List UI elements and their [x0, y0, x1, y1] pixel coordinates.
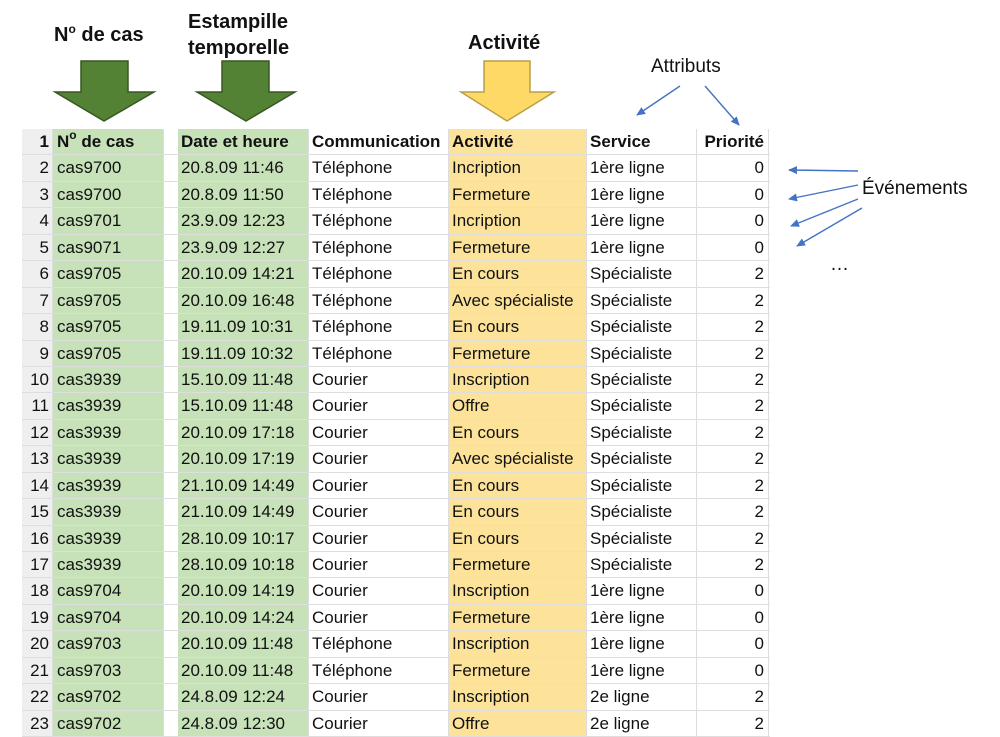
attribute-pointer-arrow-1 [637, 86, 680, 115]
row-number: 8 [22, 314, 53, 339]
row-number: 16 [22, 526, 53, 551]
case-number-label: $N^o$ de cas [54, 22, 144, 46]
row-number: 11 [22, 393, 53, 418]
activity-cell: En cours [449, 420, 587, 445]
priority-cell: 0 [697, 155, 769, 180]
priority-cell: 2 [697, 367, 769, 392]
datetime-cell: 20.10.09 14:24 [178, 605, 309, 630]
priority-cell: 0 [697, 208, 769, 233]
header-communication: Communication [309, 129, 449, 154]
activity-cell: Inscription [449, 578, 587, 603]
service-cell: 2e ligne [587, 711, 697, 736]
communication-cell: Courier [309, 420, 449, 445]
communication-cell: Téléphone [309, 341, 449, 366]
service-cell: 1ère ligne [587, 235, 697, 260]
header-service: Service [587, 129, 697, 154]
case-cell: cas9700 [53, 155, 164, 180]
row-number: 9 [22, 341, 53, 366]
priority-cell: 0 [697, 578, 769, 603]
communication-cell: Téléphone [309, 658, 449, 683]
activity-cell: En cours [449, 314, 587, 339]
case-cell: cas9071 [53, 235, 164, 260]
communication-cell: Courier [309, 578, 449, 603]
timestamp-down-arrow [197, 61, 295, 121]
case-cell: cas9700 [53, 182, 164, 207]
communication-cell: Courier [309, 393, 449, 418]
row-number: 3 [22, 182, 53, 207]
row-number: 12 [22, 420, 53, 445]
service-cell: Spécialiste [587, 526, 697, 551]
activity-down-arrow [461, 61, 554, 121]
communication-cell: Courier [309, 684, 449, 709]
communication-cell: Courier [309, 367, 449, 392]
case-cell: cas3939 [53, 526, 164, 551]
header-priority: Priorité [697, 129, 769, 154]
activity-cell: Inscription [449, 684, 587, 709]
row-number: 18 [22, 578, 53, 603]
activity-cell: Avec spécialiste [449, 446, 587, 471]
datetime-cell: 20.10.09 11:48 [178, 631, 309, 656]
row-number: 19 [22, 605, 53, 630]
priority-cell: 0 [697, 631, 769, 656]
communication-cell: Courier [309, 499, 449, 524]
priority-cell: 2 [697, 261, 769, 286]
communication-cell: Courier [309, 473, 449, 498]
row-number: 7 [22, 288, 53, 313]
case-cell: cas9701 [53, 208, 164, 233]
priority-cell: 2 [697, 288, 769, 313]
activity-cell: Inscription [449, 631, 587, 656]
priority-cell: 2 [697, 314, 769, 339]
activity-cell: En cours [449, 499, 587, 524]
activity-cell: Fermeture [449, 341, 587, 366]
service-cell: Spécialiste [587, 446, 697, 471]
case-cell: cas9703 [53, 658, 164, 683]
row-number: 2 [22, 155, 53, 180]
activity-cell: Incription [449, 155, 587, 180]
service-cell: Spécialiste [587, 420, 697, 445]
priority-cell: 2 [697, 711, 769, 736]
service-cell: 1ère ligne [587, 605, 697, 630]
priority-cell: 0 [697, 605, 769, 630]
datetime-cell: 20.10.09 14:21 [178, 261, 309, 286]
case-cell: cas3939 [53, 473, 164, 498]
case-cell: cas9702 [53, 684, 164, 709]
service-cell: 1ère ligne [587, 155, 697, 180]
case-cell: cas3939 [53, 420, 164, 445]
datetime-cell: 20.10.09 16:48 [178, 288, 309, 313]
row-number: 22 [22, 684, 53, 709]
service-cell: 1ère ligne [587, 631, 697, 656]
service-cell: Spécialiste [587, 393, 697, 418]
service-cell: Spécialiste [587, 473, 697, 498]
header-datetime: Date et heure [178, 129, 309, 154]
service-cell: 1ère ligne [587, 578, 697, 603]
communication-cell: Courier [309, 711, 449, 736]
service-cell: Spécialiste [587, 341, 697, 366]
priority-cell: 0 [697, 658, 769, 683]
case-cell: cas3939 [53, 446, 164, 471]
communication-cell: Téléphone [309, 314, 449, 339]
activity-cell: Fermeture [449, 182, 587, 207]
datetime-cell: 19.11.09 10:32 [178, 341, 309, 366]
case-cell: cas9702 [53, 711, 164, 736]
row-number: 5 [22, 235, 53, 260]
activity-cell: En cours [449, 261, 587, 286]
row-number: 23 [22, 711, 53, 736]
event-pointer-arrow-4 [797, 208, 862, 246]
activity-cell: Avec spécialiste [449, 288, 587, 313]
priority-cell: 2 [697, 552, 769, 577]
datetime-cell: 20.10.09 11:48 [178, 658, 309, 683]
row-number: 20 [22, 631, 53, 656]
priority-cell: 0 [697, 235, 769, 260]
case-cell: cas9704 [53, 605, 164, 630]
priority-cell: 2 [697, 341, 769, 366]
case-cell: cas9704 [53, 578, 164, 603]
datetime-cell: 23.9.09 12:23 [178, 208, 309, 233]
header-case: $N^o$ de cas [53, 129, 164, 154]
service-cell: 1ère ligne [587, 182, 697, 207]
row-number: 13 [22, 446, 53, 471]
datetime-cell: 20.10.09 17:19 [178, 446, 309, 471]
timestamp-label-line1: Estampille [188, 11, 289, 33]
priority-cell: 2 [697, 446, 769, 471]
case-cell: cas3939 [53, 552, 164, 577]
row-number: 15 [22, 499, 53, 524]
attribute-pointer-arrow-2 [705, 86, 739, 125]
communication-cell: Téléphone [309, 631, 449, 656]
datetime-cell: 20.8.09 11:46 [178, 155, 309, 180]
activity-cell: Offre [449, 711, 587, 736]
datetime-cell: 20.10.09 17:18 [178, 420, 309, 445]
row-number: 17 [22, 552, 53, 577]
activity-cell: En cours [449, 526, 587, 551]
row-number: 10 [22, 367, 53, 392]
datetime-cell: 28.10.09 10:17 [178, 526, 309, 551]
datetime-cell: 15.10.09 11:48 [178, 367, 309, 392]
communication-cell: Téléphone [309, 261, 449, 286]
event-pointer-arrow-2 [789, 185, 858, 199]
activity-cell: Fermeture [449, 658, 587, 683]
case-number-down-arrow [55, 61, 154, 121]
activity-cell: Fermeture [449, 552, 587, 577]
activity-cell: Fermeture [449, 235, 587, 260]
row-number: 14 [22, 473, 53, 498]
service-cell: 1ère ligne [587, 208, 697, 233]
attributes-label: Attributs [651, 56, 721, 77]
row-number: 1 [22, 129, 53, 154]
timestamp-label-line2: temporelle [188, 37, 290, 59]
datetime-cell: 24.8.09 12:30 [178, 711, 309, 736]
datetime-cell: 21.10.09 14:49 [178, 499, 309, 524]
case-cell: cas9703 [53, 631, 164, 656]
service-cell: Spécialiste [587, 552, 697, 577]
row-number: 21 [22, 658, 53, 683]
case-cell: cas3939 [53, 393, 164, 418]
ellipsis-label: … [830, 254, 849, 275]
communication-cell: Courier [309, 552, 449, 577]
activity-cell: Incription [449, 208, 587, 233]
datetime-cell: 19.11.09 10:31 [178, 314, 309, 339]
event-pointer-arrow-1 [789, 170, 858, 171]
communication-cell: Téléphone [309, 208, 449, 233]
communication-cell: Courier [309, 446, 449, 471]
event-pointer-arrow-3 [791, 199, 858, 226]
datetime-cell: 21.10.09 14:49 [178, 473, 309, 498]
case-cell: cas3939 [53, 499, 164, 524]
case-cell: cas9705 [53, 341, 164, 366]
priority-cell: 2 [697, 393, 769, 418]
datetime-cell: 20.10.09 14:19 [178, 578, 309, 603]
datetime-cell: 23.9.09 12:27 [178, 235, 309, 260]
events-label: Événements [862, 178, 968, 199]
activity-cell: Inscription [449, 367, 587, 392]
priority-cell: 2 [697, 526, 769, 551]
service-cell: Spécialiste [587, 314, 697, 339]
priority-cell: 2 [697, 473, 769, 498]
activity-cell: En cours [449, 473, 587, 498]
priority-cell: 2 [697, 420, 769, 445]
service-cell: 2e ligne [587, 684, 697, 709]
communication-cell: Téléphone [309, 288, 449, 313]
communication-cell: Téléphone [309, 155, 449, 180]
service-cell: 1ère ligne [587, 658, 697, 683]
datetime-cell: 28.10.09 10:18 [178, 552, 309, 577]
case-cell: cas9705 [53, 314, 164, 339]
row-number: 6 [22, 261, 53, 286]
communication-cell: Courier [309, 605, 449, 630]
activity-cell: Offre [449, 393, 587, 418]
service-cell: Spécialiste [587, 499, 697, 524]
communication-cell: Courier [309, 526, 449, 551]
row-number: 4 [22, 208, 53, 233]
service-cell: Spécialiste [587, 261, 697, 286]
service-cell: Spécialiste [587, 367, 697, 392]
datetime-cell: 20.8.09 11:50 [178, 182, 309, 207]
communication-cell: Téléphone [309, 235, 449, 260]
datetime-cell: 24.8.09 12:24 [178, 684, 309, 709]
service-cell: Spécialiste [587, 288, 697, 313]
case-cell: cas3939 [53, 367, 164, 392]
priority-cell: 0 [697, 182, 769, 207]
header-activity: Activité [449, 129, 587, 154]
activity-label: Activité [468, 32, 541, 54]
communication-cell: Téléphone [309, 182, 449, 207]
case-cell: cas9705 [53, 288, 164, 313]
priority-cell: 2 [697, 499, 769, 524]
activity-cell: Fermeture [449, 605, 587, 630]
priority-cell: 2 [697, 684, 769, 709]
datetime-cell: 15.10.09 11:48 [178, 393, 309, 418]
case-cell: cas9705 [53, 261, 164, 286]
